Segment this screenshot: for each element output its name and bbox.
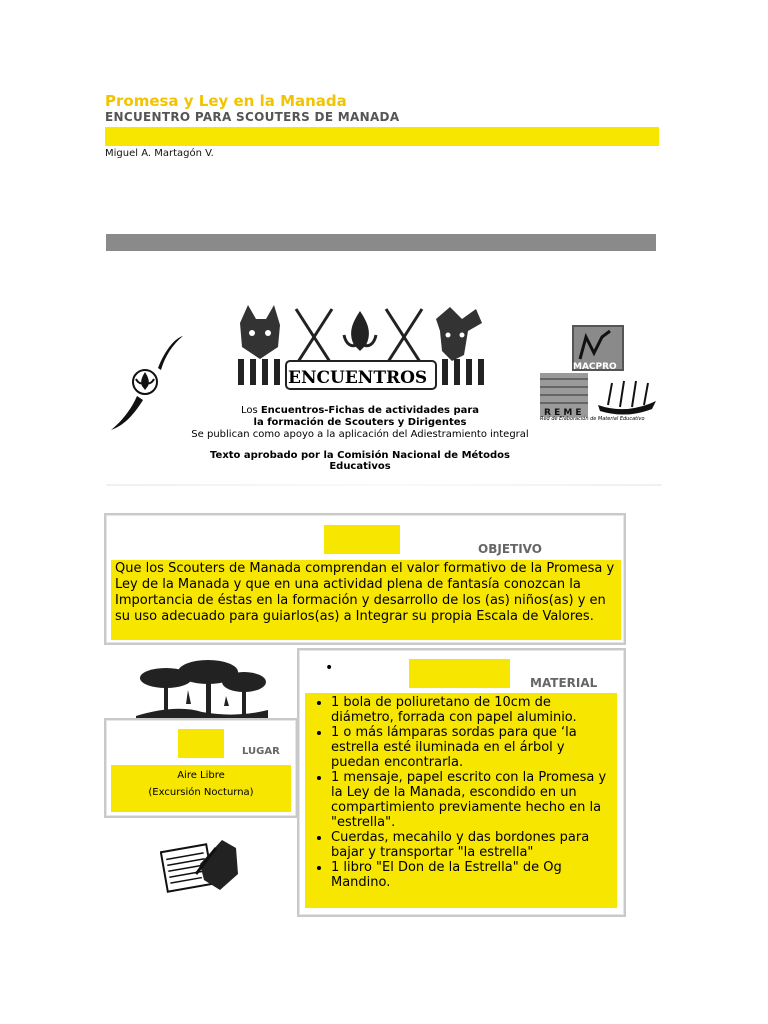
lugar-line2: (Excursión Nocturna) (148, 787, 254, 798)
objetivo-text: Que los Scouters de Manada comprendan el valor formativo de la Promesa y Ley de la Manada y que en una actividad plena de fantasía conozcan la Importancia de éstas en la formación y desarrollo de los (as) niños(as) y en su uso adecuado para guiarlos(as) a Integrar su propia Escala de Valores. (111, 560, 621, 640)
section-divider-bar (106, 234, 656, 251)
banner-line3: Se publican como apoyo a la aplicación del Adiestramiento integral (191, 429, 529, 440)
material-item: • 1 o más lámparas sordas para que ‘la estrella esté iluminada en el árbol y puedan encontrarla. (331, 725, 617, 770)
lugar-box (104, 718, 298, 818)
material-list-box (305, 693, 617, 908)
material-item: • Cuerdas, mecahilo y das bordones para bajar y transportar "la estrella" (331, 830, 617, 860)
approval-text: Texto aprobado por la Comisión Nacional de Métodos Educativos (210, 450, 510, 472)
encuentros-logo-word: ENCUENTROS (288, 368, 428, 388)
hand-writing-icon (160, 834, 240, 894)
material-item: • 1 mensaje, papel escrito con la Promesa y la Ley de la Manada, escondido en un compartimiento previamente hecho en la "estrella". (331, 770, 617, 830)
material-box (297, 648, 626, 917)
banner-line2: la formación de Scouters y Dirigentes (253, 417, 467, 428)
material-bullet-marker: • (325, 660, 334, 676)
trees-illustration-icon (136, 660, 268, 718)
objetivo-label: OBJETIVO (478, 542, 542, 556)
macpro-label: MACPRO (573, 362, 617, 372)
objetivo-box (104, 513, 626, 645)
svg-text:R E M E: R E M E (544, 408, 582, 418)
objetivo-marker (324, 525, 400, 554)
lugar-line1: Aire Libre (177, 770, 225, 781)
material-item: • 1 bola de poliuretano de 10cm de diámetro, forrada con papel aluminio. (331, 695, 617, 725)
material-label: MATERIAL (530, 676, 598, 690)
author-name: Miguel A. Martagón V. (105, 148, 214, 159)
macpro-caption: Red de Elaboración de Material Educativo (540, 416, 645, 422)
page-title: Promesa y Ley en la Manada (105, 92, 347, 110)
material-list (305, 695, 617, 890)
page-subtitle: ENCUENTRO PARA SCOUTERS DE MANADA (105, 110, 400, 124)
material-marker (409, 659, 510, 688)
lugar-value (111, 765, 291, 812)
banner-bottom-rule (106, 484, 662, 486)
banner-line1: Los Encuentros-Fichas de actividades para (240, 405, 480, 416)
lugar-label: LUGAR (242, 746, 280, 757)
material-item: • 1 libro "El Don de la Estrella" de Og Mandino. (331, 860, 617, 890)
header-highlight-bar (105, 127, 659, 146)
macpro-logo-icon (540, 325, 660, 425)
lugar-marker (178, 729, 224, 758)
